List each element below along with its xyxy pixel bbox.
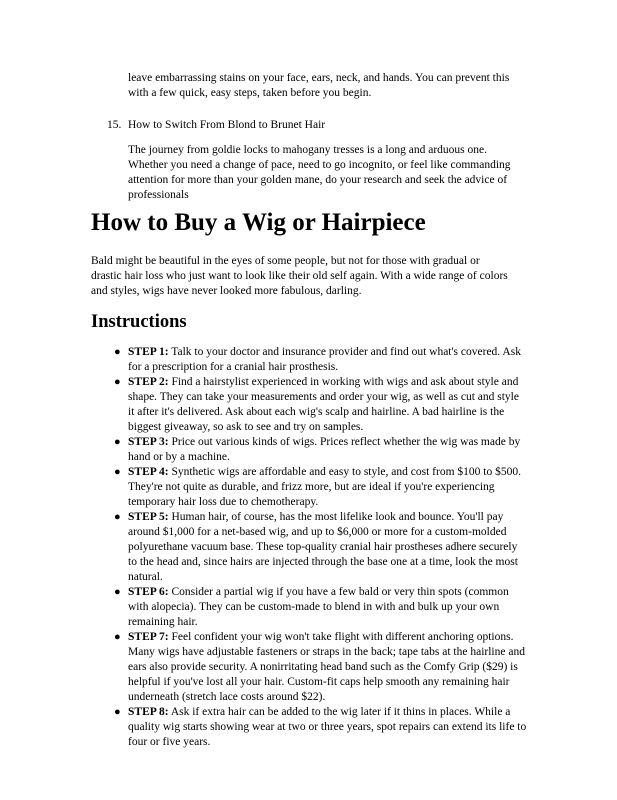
step-text: Ask if extra hair can be added to the wig later if it thins in places. While a quality wig starts showing wear at two or three years, spot repairs can extend its life to four or five years. [128, 706, 527, 748]
step-text: Synthetic wigs are affordable and easy to style, and cost from $100 to $500. They're not quite as durable, and frizz more, but are ideal if you're experiencing temporary hair loss due to chemotherapy. [128, 466, 521, 508]
step-label: STEP 6: [128, 586, 169, 598]
list-item [114, 705, 528, 750]
step-text: Talk to your doctor and insurance provider and find out what's covered. Ask for a prescription for a cranial hair prosthesis. [128, 346, 521, 373]
list-item [114, 435, 528, 465]
related-item-number: 15. [107, 119, 122, 131]
bullet-icon: ● [114, 376, 121, 388]
list-item [114, 345, 528, 375]
bullet-icon: ● [114, 706, 121, 718]
article-intro: Bald might be beautiful in the eyes of some people, but not for those with gradual or drastic hair loss who just want to look like their old self again. With a wide range of colors and styles, wigs have never looked more fabulous, darling. [91, 255, 508, 297]
list-item [114, 510, 528, 585]
list-item [114, 585, 528, 630]
article-title: How to Buy a Wig or Hairpiece [91, 209, 426, 236]
step-text: Price out various kinds of wigs. Prices reflect whether the wig was made by hand or by a machine. [128, 436, 521, 463]
list-item [114, 630, 528, 705]
step-label: STEP 7: [128, 631, 169, 643]
instructions-list [114, 345, 528, 750]
related-item-description: The journey from goldie locks to mahogany tresses is a long and arduous one. Whether you need a change of pace, need to go incognito, or feel like commanding attention for more than your golden mane, do your research and seek the advice of professionals [128, 144, 511, 201]
step-label: STEP 4: [128, 466, 169, 478]
step-label: STEP 3: [128, 436, 169, 448]
bullet-icon: ● [114, 346, 121, 358]
continued-paragraph: leave embarrassing stains on your face, ears, neck, and hands. You can prevent this with a few quick, easy steps, taken before you begin. [128, 72, 510, 99]
bullet-icon: ● [114, 631, 121, 643]
bullet-icon: ● [114, 436, 121, 448]
step-text: Feel confident your wig won't take flight with different anchoring options. Many wigs have adjustable fasteners or straps in the back; tape tabs at the hairline and ears also provide security. A nonirritating head band such as the Comfy Grip ($29) is helpful if you've lost all your hair. Custom-fit caps help smooth any remaining hair underneath (stretch lace costs around $22). [128, 631, 525, 703]
related-item-title-row [107, 118, 325, 133]
step-label: STEP 2: [128, 376, 169, 388]
bullet-icon: ● [114, 511, 121, 523]
step-text: Find a hairstylist experienced in working with wigs and ask about style and shape. They can take your measurements and order your wig, as well as cut and style it after it's delivered. Ask about each wig's scalp and hairline. A bad hairline is the biggest giveaway, so ask to see and try on samples. [128, 376, 519, 433]
bullet-icon: ● [114, 586, 121, 598]
step-text: Consider a partial wig if you have a few bald or very thin spots (common with alopecia). They can be custom-made to blend in with and bulk up your own remaining hair. [128, 586, 509, 628]
step-label: STEP 8: [128, 706, 169, 718]
step-label: STEP 1: [128, 346, 169, 358]
step-text: Human hair, of course, has the most lifelike look and bounce. You'll pay around $1,000 for a net-based wig, and up to $6,000 or more for a custom-molded polyurethane vacuum base. These top-quality cranial hair prostheses adhere securely to the head and, since hairs are injected through the base one at a time, look the most natural. [128, 511, 518, 583]
step-label: STEP 5: [128, 511, 169, 523]
related-item-title: How to Switch From Blond to Brunet Hair [128, 119, 326, 131]
instructions-heading: Instructions [91, 312, 187, 332]
list-item [114, 375, 528, 435]
bullet-icon: ● [114, 466, 121, 478]
list-item [114, 465, 528, 510]
